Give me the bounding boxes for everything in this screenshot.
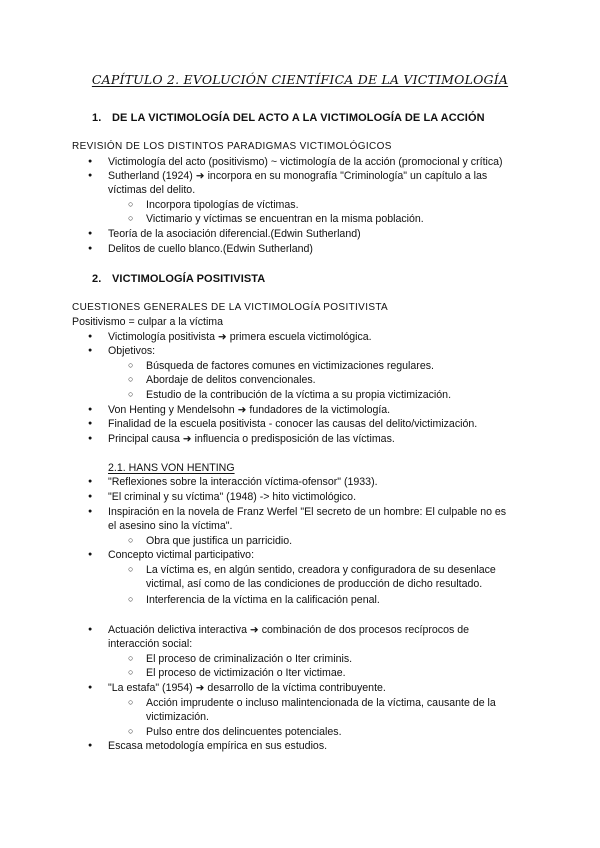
sub-list-item: ○ Victimario y víctimas se encuentran en la misma población. xyxy=(146,212,424,226)
sub-list-item: ○ Incorpora tipologías de víctimas. xyxy=(146,198,299,212)
section-2-heading xyxy=(92,273,265,285)
list-item: ● "Reflexiones sobre la interacción víctima-ofensor" (1933). xyxy=(108,475,378,489)
section-2-intro: Positivismo = culpar a la víctima xyxy=(72,316,224,328)
list-item: ● Delitos de cuello blanco.(Edwin Sutherland) xyxy=(108,242,313,256)
list-item: ● Finalidad de la escuela positivista - conocer las causas del delito/victimización. xyxy=(108,417,477,431)
sub-list-item: ○ El proceso de criminalización o Iter criminis. xyxy=(146,652,352,666)
list-item: ● Objetivos: xyxy=(108,344,155,358)
sub-list-item: ○ El proceso de victimización o Iter victimae. xyxy=(146,666,346,680)
list-item: ● Concepto victimal participativo: xyxy=(108,548,254,562)
list-item-continuation: víctimas del delito. xyxy=(108,184,196,196)
section-2-title: VICTIMOLOGÍA POSITIVISTA xyxy=(112,273,266,285)
sub-list-item: ○ Abordaje de delitos convencionales. xyxy=(146,373,316,387)
list-item: ● Principal causa ➜ influencia o predisposición de las víctimas. xyxy=(108,432,395,446)
list-item-continuation: el asesino sino la víctima". xyxy=(108,520,233,532)
list-item: ● "La estafa" (1954) ➜ desarrollo de la víctima contribuyente. xyxy=(108,681,386,695)
sub-list-item: ○ Búsqueda de factores comunes en victimizaciones regulares. xyxy=(146,359,434,373)
sub-list-item: ○ Pulso entre dos delincuentes potenciales. xyxy=(146,725,342,739)
list-item: ● Inspiración en la novela de Franz Werfel "El secreto de un hombre: El culpable no es xyxy=(108,505,506,519)
list-item: ● Teoría de la asociación diferencial.(Edwin Sutherland) xyxy=(108,227,361,241)
section-1-subheading: REVISIÓN DE LOS DISTINTOS PARADIGMAS VICTIMOLÓGICOS xyxy=(72,141,392,152)
section-1-number: 1. xyxy=(92,112,102,124)
list-item-continuation: interacción social: xyxy=(108,638,193,650)
section-1-title: DE LA VICTIMOLOGÍA DEL ACTO A LA VICTIMOLOGÍA DE LA ACCIÓN xyxy=(112,112,485,124)
list-item: ● Von Henting y Mendelsohn ➜ fundadores de la victimología. xyxy=(108,403,390,417)
sub-list-item: ○ Acción imprudente o incluso malintencionada de la víctima, causante de la xyxy=(146,696,496,710)
sub-list-item: ○ Estudio de la contribución de la víctima a su propia victimización. xyxy=(146,388,451,402)
sub-list-item: ○ Interferencia de la víctima en la calificación penal. xyxy=(146,593,380,607)
section-1-heading xyxy=(92,112,485,124)
sub-list-item-continuation: victimal, así como de las condiciones de producción de dicho resultado. xyxy=(146,578,483,590)
section-2-number: 2. xyxy=(92,273,102,285)
list-item: ● Escasa metodología empírica en sus estudios. xyxy=(108,739,327,753)
sub-list-item-continuation: victimización. xyxy=(146,711,209,723)
subsection-2-1-heading: 2.1. HANS VON HENTING xyxy=(108,462,235,474)
list-item: ● Sutherland (1924) ➜ incorpora en su monografía "Criminología" un capítulo a las xyxy=(108,169,487,183)
list-item: ● "El criminal y su víctima" (1948) -> hito victimológico. xyxy=(108,490,356,504)
list-item: ● Victimología del acto (positivismo) ~ victimología de la acción (promocional y crítica) xyxy=(108,155,503,169)
list-item: ● Actuación delictiva interactiva ➜ combinación de dos procesos recíprocos de xyxy=(108,623,469,637)
sub-list-item: ○ La víctima es, en algún sentido, creadora y configuradora de su desenlace xyxy=(146,563,496,577)
list-item: ● Victimología positivista ➜ primera escuela victimológica. xyxy=(108,330,372,344)
sub-list-item: ○ Obra que justifica un parricidio. xyxy=(146,534,292,548)
section-2-subheading: CUESTIONES GENERALES DE LA VICTIMOLOGÍA POSITIVISTA xyxy=(72,302,389,313)
chapter-title: CAPÍTULO 2. EVOLUCIÓN CIENTÍFICA DE LA VICTIMOLOGÍA xyxy=(91,72,509,87)
